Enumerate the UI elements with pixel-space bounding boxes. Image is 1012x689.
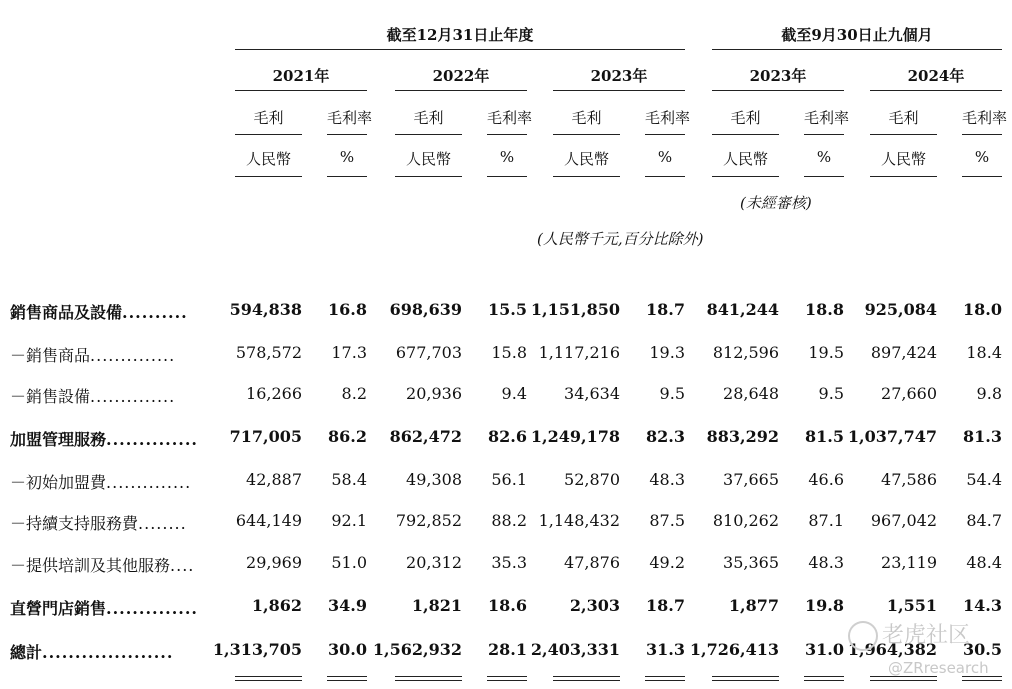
gross-profit-col-header: 毛利 (253, 109, 284, 127)
gross-profit-value: 810,262 (712, 511, 779, 530)
gross-profit-col-header: 毛利 (571, 109, 602, 127)
gross-profit-value: 16,266 (246, 384, 302, 403)
year-rule (235, 90, 367, 91)
gross-margin-value: 56.1 (491, 470, 527, 489)
gross-profit-value: 677,703 (395, 343, 462, 362)
column-rule (487, 176, 527, 177)
column-rule (395, 134, 462, 135)
leader-dots: .................... (42, 643, 174, 662)
leader-dots: .............. (90, 346, 176, 365)
column-rule (487, 134, 527, 135)
gross-margin-value: 9.8 (976, 384, 1002, 403)
row-label-text: －銷售設備 (10, 387, 91, 406)
column-rule (645, 134, 685, 135)
gross-margin-value: 28.1 (488, 640, 527, 659)
column-rule (962, 134, 1002, 135)
column-rule (327, 134, 367, 135)
gross-profit-value: 883,292 (706, 427, 779, 446)
gross-profit-value: 42,887 (246, 470, 302, 489)
gross-margin-value: 8.2 (341, 384, 367, 403)
period-header-nine-months: 截至9月30日止九個月 (781, 26, 933, 44)
gross-profit-value: 34,634 (564, 384, 620, 403)
gross-margin-value: 48.3 (649, 470, 685, 489)
year-header: 2022年 (432, 67, 490, 85)
gross-profit-value: 1,151,850 (530, 300, 620, 319)
gross-margin-value: 30.5 (963, 640, 1002, 659)
gross-profit-value: 792,852 (395, 511, 462, 530)
gross-profit-value: 967,042 (870, 511, 937, 530)
leader-dots: .......... (122, 303, 188, 322)
gross-profit-value: 49,308 (406, 470, 462, 489)
total-double-rule (645, 676, 685, 681)
gross-margin-value: 30.0 (328, 640, 367, 659)
gross-margin-col-header: 毛利率 (645, 109, 691, 127)
gross-margin-value: 84.7 (966, 511, 1002, 530)
row-label (10, 384, 175, 407)
gross-margin-col-header: 毛利率 (962, 109, 1008, 127)
gross-profit-value: 37,665 (723, 470, 779, 489)
gross-profit-value: 2,403,331 (530, 640, 620, 659)
gross-profit-value: 23,119 (881, 553, 937, 572)
gross-profit-value: 1,877 (728, 596, 779, 615)
column-rule (712, 134, 779, 135)
gross-margin-value: 49.2 (649, 553, 685, 572)
row-label-text: 總計 (10, 643, 43, 662)
gross-margin-value: 86.2 (328, 427, 367, 446)
gross-margin-value: 15.5 (488, 300, 527, 319)
column-rule (235, 134, 302, 135)
gross-profit-value: 698,639 (389, 300, 462, 319)
total-double-rule (327, 676, 367, 681)
gross-margin-value: 81.3 (963, 427, 1002, 446)
year-rule (553, 90, 685, 91)
gross-margin-value: 92.1 (331, 511, 367, 530)
gross-profit-value: 594,838 (229, 300, 302, 319)
gross-margin-value: 46.6 (808, 470, 844, 489)
column-rule (395, 176, 462, 177)
gross-margin-value: 82.3 (646, 427, 685, 446)
gross-profit-value: 20,936 (406, 384, 462, 403)
group-rule-2 (712, 49, 1002, 50)
total-double-rule (804, 676, 844, 681)
column-rule (235, 176, 302, 177)
gross-margin-value: 19.8 (805, 596, 844, 615)
gross-profit-col-header: 毛利 (413, 109, 444, 127)
leader-dots: .............. (106, 473, 192, 492)
gross-margin-col-header: 毛利率 (487, 109, 533, 127)
leader-dots: .... (170, 556, 195, 575)
row-label (10, 300, 188, 323)
year-rule (395, 90, 527, 91)
gross-margin-value: 9.4 (501, 384, 527, 403)
gross-margin-value: 18.4 (966, 343, 1002, 362)
gross-profit-value: 1,821 (411, 596, 462, 615)
gross-margin-value: 87.5 (649, 511, 685, 530)
percent-unit-label: % (657, 148, 673, 166)
gross-profit-value: 1,037,747 (847, 427, 937, 446)
gross-margin-value: 34.9 (328, 596, 367, 615)
gross-profit-value: 47,876 (564, 553, 620, 572)
leader-dots: .............. (106, 599, 198, 618)
column-rule (327, 176, 367, 177)
gross-margin-value: 18.0 (963, 300, 1002, 319)
rmb-unit-label: 人民幣 (722, 150, 768, 168)
gross-margin-value: 81.5 (805, 427, 844, 446)
gross-margin-value: 31.3 (646, 640, 685, 659)
column-rule (804, 134, 844, 135)
gross-margin-value: 54.4 (966, 470, 1002, 489)
period-header-fiscal-year: 截至12月31日止年度 (386, 26, 534, 44)
column-rule (645, 176, 685, 177)
gross-profit-col-header: 毛利 (888, 109, 919, 127)
row-label (10, 343, 175, 366)
total-double-rule (235, 676, 302, 681)
gross-margin-value: 18.6 (488, 596, 527, 615)
watermark-handle: @ZRresearch (888, 659, 989, 677)
gross-profit-value: 717,005 (229, 427, 302, 446)
column-rule (870, 134, 937, 135)
gross-margin-value: 48.4 (966, 553, 1002, 572)
gross-profit-value: 812,596 (712, 343, 779, 362)
gross-margin-value: 18.7 (646, 596, 685, 615)
gross-profit-value: 578,572 (235, 343, 302, 362)
year-header: 2023年 (749, 67, 807, 85)
gross-profit-value: 35,365 (723, 553, 779, 572)
gross-profit-value: 47,586 (881, 470, 937, 489)
row-label (10, 470, 191, 493)
year-header: 2021年 (272, 67, 330, 85)
tiger-logo-icon (848, 621, 878, 651)
row-label (10, 427, 198, 450)
row-label (10, 596, 198, 619)
year-header: 2023年 (590, 67, 648, 85)
column-rule (804, 176, 844, 177)
unaudited-note: (未經審核) (740, 194, 812, 212)
rmb-unit-label: 人民幣 (563, 150, 609, 168)
gross-profit-value: 27,660 (881, 384, 937, 403)
row-label-text: －銷售商品 (10, 346, 91, 365)
gross-profit-value: 1,313,705 (212, 640, 302, 659)
watermark-logo-text: 老虎社区 (882, 623, 971, 648)
gross-margin-value: 18.7 (646, 300, 685, 319)
row-label-text: －持續支持服務費 (10, 514, 139, 533)
group-rule-1 (235, 49, 685, 50)
rmb-unit-label: 人民幣 (405, 150, 451, 168)
gross-profit-value: 29,969 (246, 553, 302, 572)
gross-profit-value: 1,551 (886, 596, 937, 615)
rmb-unit-label: 人民幣 (245, 150, 291, 168)
gross-margin-value: 16.8 (328, 300, 367, 319)
year-header: 2024年 (907, 67, 965, 85)
gross-profit-value: 20,312 (406, 553, 462, 572)
gross-margin-value: 19.5 (808, 343, 844, 362)
gross-profit-value: 1,148,432 (538, 511, 620, 530)
total-double-rule (712, 676, 779, 681)
gross-profit-value: 925,084 (864, 300, 937, 319)
gross-profit-value: 1,562,932 (372, 640, 462, 659)
row-label-text: －提供培訓及其他服務 (10, 556, 171, 575)
rmb-unit-label: 人民幣 (880, 150, 926, 168)
gross-margin-value: 19.3 (649, 343, 685, 362)
gross-margin-value: 14.3 (963, 596, 1002, 615)
gross-profit-value: 28,648 (723, 384, 779, 403)
gross-profit-value: 1,726,413 (689, 640, 779, 659)
total-double-rule (487, 676, 527, 681)
gross-profit-value: 2,303 (569, 596, 620, 615)
leader-dots: .............. (90, 387, 176, 406)
gross-profit-col-header: 毛利 (730, 109, 761, 127)
percent-unit-label: % (339, 148, 355, 166)
gross-margin-value: 9.5 (818, 384, 844, 403)
row-label-text: －初始加盟費 (10, 473, 107, 492)
gross-margin-value: 48.3 (808, 553, 844, 572)
percent-unit-label: % (974, 148, 990, 166)
gross-margin-value: 9.5 (659, 384, 685, 403)
gross-profit-value: 52,870 (564, 470, 620, 489)
leader-dots: ........ (138, 514, 187, 533)
gross-profit-value: 1,862 (251, 596, 302, 615)
gross-profit-value: 841,244 (706, 300, 779, 319)
gross-profit-value: 1,117,216 (538, 343, 620, 362)
gross-margin-value: 51.0 (331, 553, 367, 572)
gross-margin-col-header: 毛利率 (327, 109, 373, 127)
leader-dots: .............. (106, 430, 198, 449)
row-label-text: 銷售商品及設備 (10, 303, 123, 322)
column-rule (553, 134, 620, 135)
gross-margin-value: 88.2 (491, 511, 527, 530)
gross-margin-value: 58.4 (331, 470, 367, 489)
percent-unit-label: % (816, 148, 832, 166)
unit-note: (人民幣千元,百分比除外) (537, 230, 704, 248)
gross-profit-value: 644,149 (235, 511, 302, 530)
row-label (10, 640, 173, 663)
row-label (10, 553, 194, 576)
gross-profit-value: 897,424 (870, 343, 937, 362)
total-double-rule (553, 676, 620, 681)
column-rule (712, 176, 779, 177)
gross-profit-value: 1,964,382 (847, 640, 937, 659)
watermark-logo (848, 618, 970, 651)
year-rule (712, 90, 844, 91)
total-double-rule (395, 676, 462, 681)
gross-margin-value: 82.6 (488, 427, 527, 446)
gross-margin-value: 17.3 (331, 343, 367, 362)
gross-margin-value: 15.8 (491, 343, 527, 362)
gross-margin-value: 31.0 (805, 640, 844, 659)
gross-margin-value: 87.1 (808, 511, 844, 530)
gross-profit-value: 1,249,178 (530, 427, 620, 446)
row-label-text: 加盟管理服務 (10, 430, 107, 449)
gross-margin-value: 18.8 (805, 300, 844, 319)
row-label (10, 511, 187, 534)
gross-margin-col-header: 毛利率 (804, 109, 850, 127)
year-rule (870, 90, 1002, 91)
gross-margin-value: 35.3 (491, 553, 527, 572)
row-label-text: 直營門店銷售 (10, 599, 107, 618)
gross-profit-value: 862,472 (389, 427, 462, 446)
column-rule (870, 176, 937, 177)
column-rule (553, 176, 620, 177)
column-rule (962, 176, 1002, 177)
percent-unit-label: % (499, 148, 515, 166)
